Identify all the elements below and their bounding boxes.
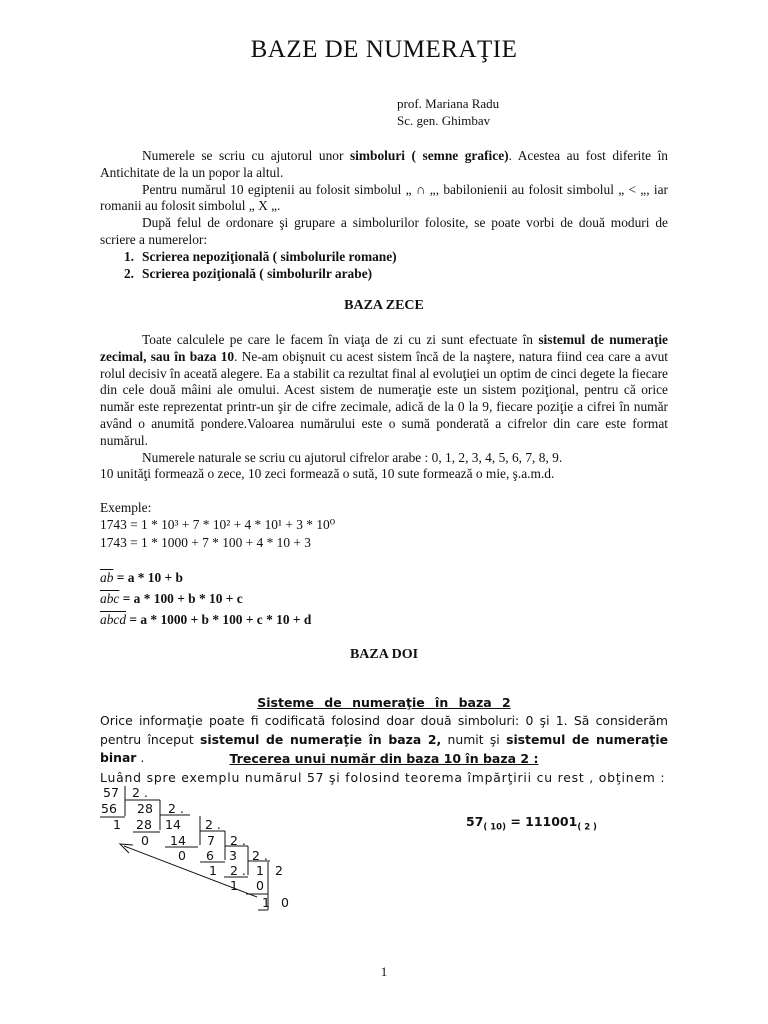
- overlined-number: $\overline{abc}$: [100, 591, 120, 606]
- division-cell: 2 .: [132, 785, 148, 800]
- base-subscript: ( 10): [483, 822, 506, 833]
- division-cell: 57: [103, 785, 119, 800]
- bold-text: sistemul de numeraţie în baza 2,: [200, 731, 442, 747]
- list-text: Scrierea nepoziţională ( simbolurile romane): [142, 249, 397, 264]
- division-cell: 28: [136, 817, 152, 832]
- formula-expression: = a * 100 + b * 10 + c: [119, 591, 243, 606]
- subheading-trecerea: Trecerea unui număr din baza 10 în baza 2 :: [229, 751, 539, 766]
- baza-zece-paragraph-3: 10 unităţi formează o zece, 10 zeci formează o sută, 10 sute formează o mie, ş.a.m.d.: [100, 466, 555, 482]
- division-cell: 1: [113, 817, 121, 832]
- division-cell: 14: [170, 833, 186, 848]
- example-2: 1743 = 1 * 1000 + 7 * 100 + 4 * 10 + 3: [100, 535, 311, 550]
- text: Toate calculele pe care le facem în viaţa de zi cu zi sunt efectuate în: [142, 332, 539, 347]
- result-binary: = 111001: [505, 814, 578, 829]
- text: .: [136, 750, 145, 766]
- bold-text: sistemul de numeraţie binar: [100, 731, 668, 766]
- division-cell: 2 .: [205, 817, 221, 832]
- overlined-number: abcd: [100, 612, 127, 627]
- formula-expression: = a * 10 + b: [113, 570, 183, 585]
- author-school: Sc. gen. Ghimbav: [397, 113, 491, 128]
- division-cell: 1: [209, 863, 217, 878]
- division-cell: 3: [229, 848, 237, 863]
- division-cell: 2 .: [230, 863, 246, 878]
- overlined-number: $\overline{ab}$: [100, 570, 114, 585]
- intro-paragraph-3: După felul de ordonare şi grupare a simbolurilor folosite, se poate vorbi de două moduri de scriere a numerelor:: [100, 215, 668, 247]
- list-text: Scrierea poziţională ( simbolurilr arabe): [142, 265, 373, 281]
- division-cell: 56: [101, 801, 117, 816]
- division-cell: 2 .: [168, 801, 184, 816]
- division-cell: 1: [230, 878, 238, 893]
- division-cell: 28: [137, 801, 153, 816]
- section-heading-baza-doi: BAZA DOI: [349, 647, 419, 662]
- text: . Ne-am obişnuit cu acest sistem încă de la naştere, natura fiind cea care a avut rolul decisiv în aceată alegere. Ea a stabilit ca rezultat final al evoluţiei un optim de cinci degete la fiecare din cele două mâini ale omului. Acest sistem de numeraţie este un sistem poziţional, pentru că orice număr este reprezentat printr-un şir de cifre zecimale, adică de la 0 la 9, fiecare poziţie a cifrei în număr având o anumită pondere.Valoarea numărului este o sumă ponderată a cifrelor din care este format numărul.: [100, 348, 668, 448]
- author-name: prof. Mariana Radu: [397, 96, 500, 111]
- list-number: 1.: [123, 249, 134, 264]
- text: numit şi: [441, 731, 507, 747]
- division-cell: 14: [165, 817, 181, 832]
- division-cell: 0: [141, 833, 149, 848]
- text: Orice informaţie poate fi codificată folosind doar două simboluri: 0 şi 1. Să considerăm pentru început: [100, 713, 668, 747]
- division-cell: 2 .: [252, 848, 268, 863]
- base-subscript: ( 2 ): [577, 822, 597, 833]
- bold-text: simboluri ( semne grafice): [349, 148, 509, 163]
- section-heading-baza-zece: BAZA ZECE: [344, 298, 424, 313]
- list-number: 2.: [123, 265, 134, 281]
- bold-text: sistemul de numeraţie zecimal, sau în baza 10: [100, 332, 668, 364]
- intro-paragraph-2: Pentru numărul 10 egiptenii au folosit simbolul „ ∩ „, babilonienii au folosit simbolul „ < „, iar romanii au folosit simbolul „ X „.: [100, 181, 668, 214]
- result-number: 57: [466, 814, 484, 829]
- page-number: 1: [380, 964, 388, 979]
- example-1: 1743 = 1 * 10³ + 7 * 10² + 4 * 10¹ + 3 * 10⁰: [100, 517, 336, 532]
- division-cell: 2: [275, 863, 283, 878]
- text: Numerele se scriu cu ajutorul unor: [142, 148, 350, 163]
- division-cell: 1: [262, 895, 270, 910]
- conversion-result: [466, 814, 597, 833]
- subheading-sisteme-baza-2: Sisteme de numeraţie în baza 2: [257, 695, 511, 710]
- division-cell: 6: [206, 848, 214, 863]
- division-cell: 0: [281, 895, 289, 910]
- formula-expression: = a * 1000 + b * 100 + c * 10 + d: [126, 612, 312, 627]
- page-title: BAZE DE NUMERAŢIE: [250, 36, 518, 63]
- division-cell: 0: [256, 878, 264, 893]
- examples-label: Exemple:: [100, 500, 152, 515]
- division-cell: 2 .: [230, 833, 246, 848]
- division-cell: 0: [178, 848, 186, 863]
- text: . Acestea au fost diferite în Antichitate de la un popor la altul.: [100, 148, 669, 180]
- division-cell: 7: [207, 833, 215, 848]
- baza-doi-paragraph-2: Luând spre exemplu numărul 57 şi folosind teorema împărţirii cu rest , obţinem :: [100, 770, 666, 785]
- division-cell: 1: [256, 863, 264, 878]
- baza-zece-paragraph-2: Numerele naturale se scriu cu ajutorul cifrelor arabe : 0, 1, 2, 3, 4, 5, 6, 7, 8, 9.: [142, 449, 563, 465]
